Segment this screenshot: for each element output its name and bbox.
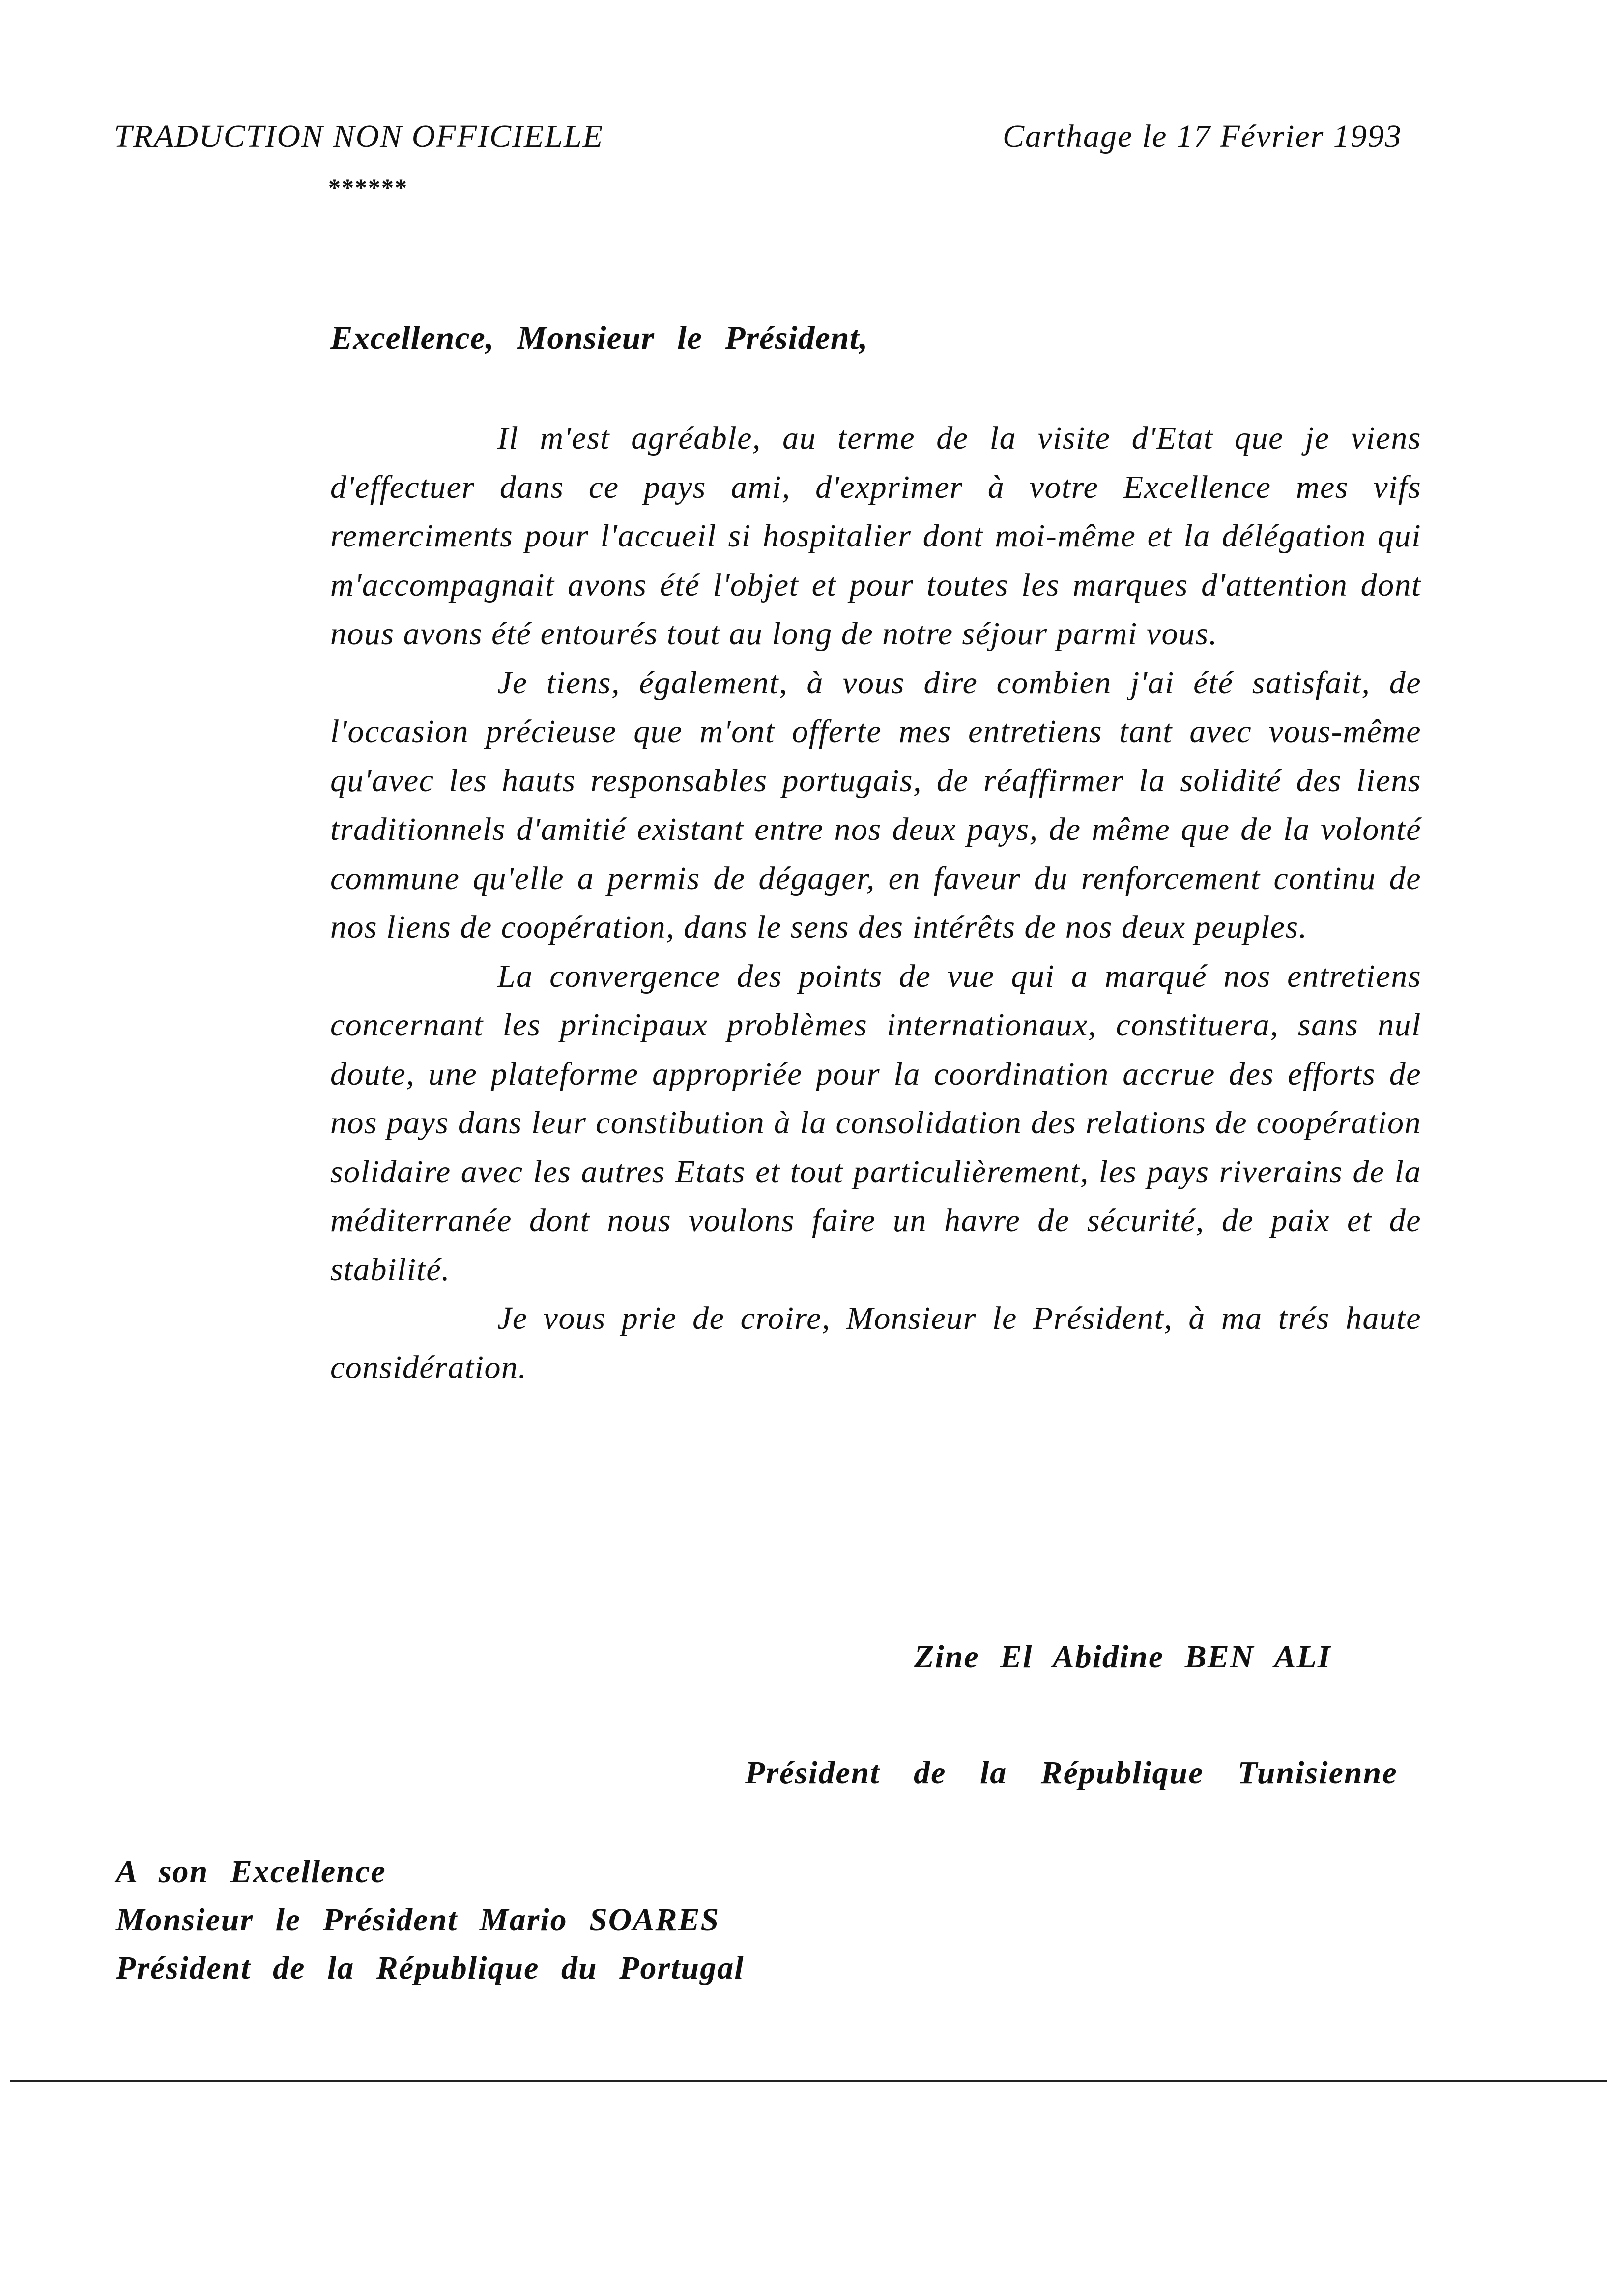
addressee-line: A son Excellence: [116, 1854, 386, 1890]
addressee-line: Président de la République du Portugal: [116, 1950, 745, 1986]
footer-rule: [10, 2080, 1607, 2082]
asterisk-separator: ******: [328, 173, 408, 201]
addressee-line: Monsieur le Président Mario SOARES: [116, 1902, 720, 1938]
signatory-name: Zine El Abidine BEN ALI: [914, 1639, 1331, 1675]
paragraph: Je vous prie de croire, Monsieur le Président, à ma trés haute considération.: [330, 1300, 1421, 1385]
salutation: Excellence, Monsieur le Président,: [330, 319, 868, 356]
paragraph: La convergence des points de vue qui a marqué nos entretiens concernant les principaux problèmes internationaux, constituera, sans nul doute, une plateforme appropriée pour la coordination accrue des efforts de nos pays dans leur constibution à la consolidation des relations de coopération solidaire avec les autres Etats et tout particulièrement, les pays riverains de la méditerranée dont nous voulons faire un havre de sécurité, de paix et de stabilité.: [330, 958, 1421, 1288]
place-and-date: Carthage le 17 Février 1993: [1003, 118, 1402, 154]
letter-body: [330, 414, 1421, 1392]
addressee-block: [116, 1848, 745, 1992]
paragraph: Il m'est agréable, au terme de la visite d'Etat que je viens d'effectuer dans ce pays ami, d'exprimer à votre Excellence mes vifs remerciments pour l'accueil si hospitalier dont moi-même et la délégation qui m'accompagnait avons été l'objet et pour toutes les marques d'attention dont nous avons été entourés tout au long de notre séjour parmi vous.: [330, 420, 1421, 652]
unofficial-translation-notice: TRADUCTION NON OFFICIELLE: [114, 118, 604, 154]
paragraph: Je tiens, également, à vous dire combien j'ai été satisfait, de l'occasion précieuse que m'ont offerte mes entretiens tant avec vous-même qu'avec les hauts responsables portugais, de réaffirmer la solidité des liens traditionnels d'amitié existant entre nos deux pays, de même que de la volonté commune qu'elle a permis de dégager, en faveur du renforcement continu de nos liens de coopération, dans le sens des intérêts de nos deux peuples.: [330, 664, 1421, 945]
signatory-title: Président de la République Tunisienne: [745, 1755, 1398, 1791]
